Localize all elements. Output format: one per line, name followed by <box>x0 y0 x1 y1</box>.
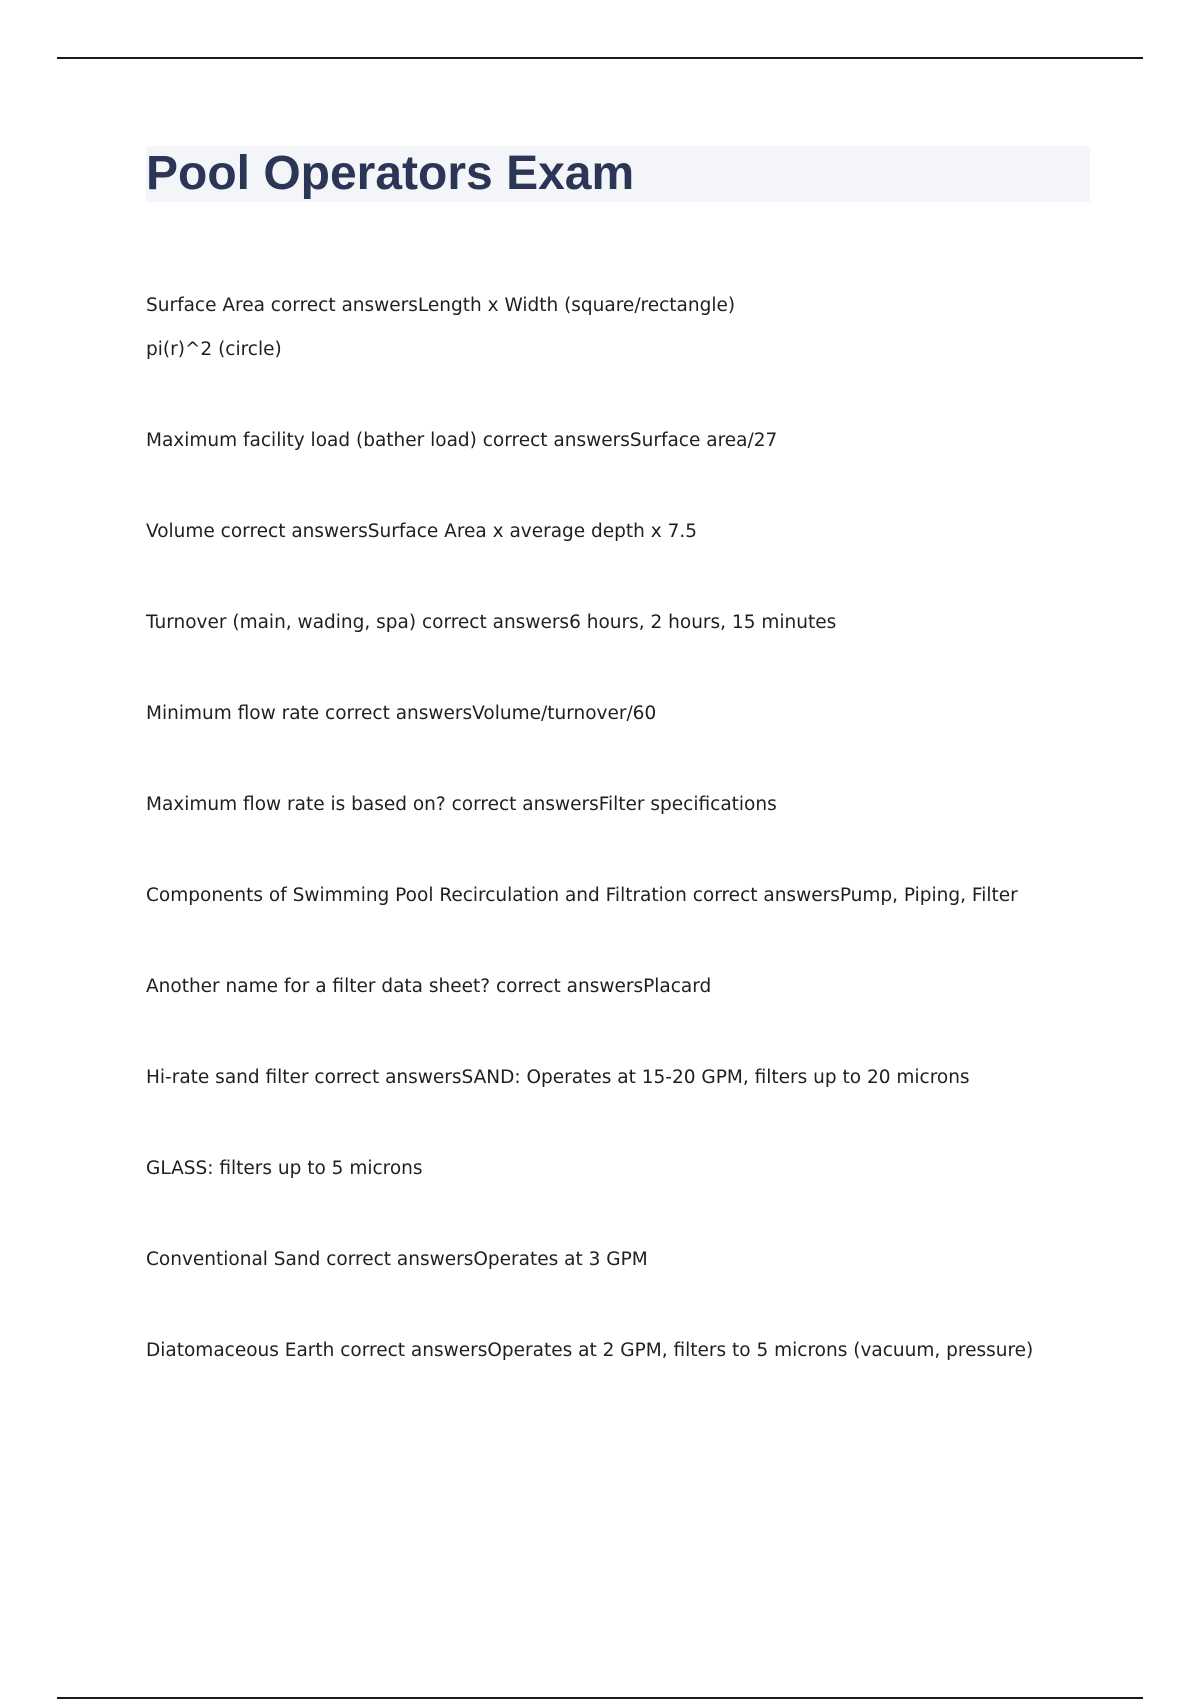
entry-hi-rate-sand: Hi-rate sand filter correct answersSAND: Operates at 15-20 GPM, filters up to 20 microns <box>146 1067 970 1088</box>
top-rule <box>57 57 1143 59</box>
entry-conventional-sand: Conventional Sand correct answersOperates at 3 GPM <box>146 1249 648 1270</box>
document-body <box>146 288 1106 1369</box>
entry-filter-data-sheet: Another name for a filter data sheet? correct answersPlacard <box>146 976 712 997</box>
entry-glass: GLASS: filters up to 5 microns <box>146 1158 423 1179</box>
entry-volume: Volume correct answersSurface Area x average depth x 7.5 <box>146 521 698 542</box>
entry-min-flow-rate: Minimum flow rate correct answersVolume/turnover/60 <box>146 703 657 724</box>
entry-circle-formula: pi(r)^2 (circle) <box>146 339 282 360</box>
entry-components: Components of Swimming Pool Recirculation and Filtration correct answersPump, Piping, Filter <box>146 885 1018 906</box>
entry-surface-area: Surface Area correct answersLength x Width (square/rectangle) <box>146 295 736 316</box>
bottom-rule <box>57 1697 1143 1699</box>
page-title: Pool Operators Exam <box>146 147 635 200</box>
entry-diatomaceous-earth: Diatomaceous Earth correct answersOperates at 2 GPM, filters to 5 microns (vacuum, pressure) <box>146 1340 1034 1361</box>
entry-turnover: Turnover (main, wading, spa) correct answers6 hours, 2 hours, 15 minutes <box>146 612 837 633</box>
entry-bather-load: Maximum facility load (bather load) correct answersSurface area/27 <box>146 430 778 451</box>
entry-max-flow-rate: Maximum flow rate is based on? correct answersFilter specifications <box>146 794 777 815</box>
